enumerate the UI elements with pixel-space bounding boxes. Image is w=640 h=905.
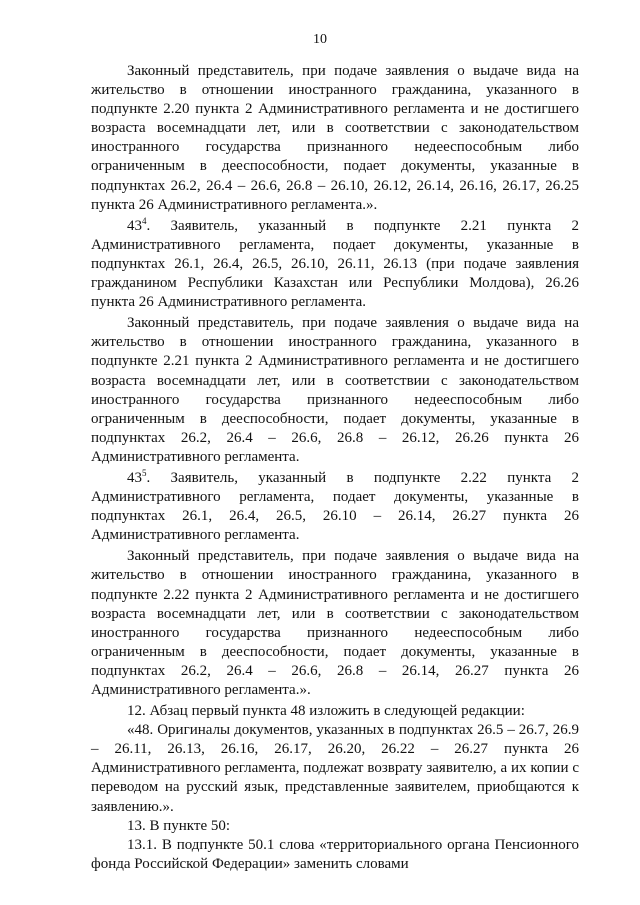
document-body [91, 62, 579, 874]
paragraph: Законный представитель, при подаче заявления о выдаче вида на жительство в отношении иностранного гражданина, указанного в подпункте 2.22 пункта 2 Административного регламента и не достигшего возраста восемнадцати лет, или в соответствии с законодательством иностранного государства признанного недееспособным либо ограниченным в дееспособности, подает документы, указанные в подпунктах 26.2, 26.4 – 26.6, 26.8 – 26.14, 26.27 пункта 26 Административного регламента.». [91, 548, 579, 698]
paragraph-43-4 [91, 217, 579, 312]
paragraph-number: 43 [127, 469, 142, 486]
paragraph-43-5 [91, 469, 579, 545]
paragraph: Законный представитель, при подаче заявления о выдаче вида на жительство в отношении иностранного гражданина, указанного в подпункте 2.20 пункта 2 Административного регламента и не достигшего возраста восемнадцати лет, или в соответствии с законодательством иностранного государства признанного недееспособным либо ограниченным в дееспособности, подает документы, указанные в подпунктах 26.2, 26.4 – 26.6, 26.8 – 26.10, 26.12, 26.14, 26.16, 26.17, 26.25 пункта 26 Административного регламента.». [91, 63, 579, 213]
paragraph-superscript: 4 [142, 215, 147, 226]
paragraph: «48. Оригиналы документов, указанных в подпунктах 26.5 – 26.7, 26.9 – 26.11, 26.13, 26.16, 26.17, 26.20, 26.22 – 26.27 пункта 26 Административного регламента, подлежат возврату заявителю, а их копии с переводом на русский язык, представленные заявителем, приобщаются к заявлению.». [91, 722, 579, 815]
paragraph: 13. В пункте 50: [127, 817, 231, 834]
paragraph-text: . Заявитель, указанный в подпункте 2.21 пункта 2 Административного регламента, подает документы, указанные в подпунктах 26.1, 26.4, 26.5, 26.10, 26.11, 26.13 (при подаче заявления гражданином Республики Казахстан или Республики Молдова), 26.26 пункта 26 Административного регламента. [91, 217, 579, 311]
paragraph-number: 43 [127, 217, 142, 234]
page-number: 10 [313, 32, 327, 47]
paragraph: 13.1. В подпункте 50.1 слова «территориального органа Пенсионного фонда Российской Федерации» заменить словами [91, 836, 579, 872]
paragraph-text: . Заявитель, указанный в подпункте 2.22 пункта 2 Административного регламента, подает документы, указанные в подпунктах 26.1, 26.4, 26.5, 26.10 – 26.14, 26.27 пункта 26 Административного регламента. [91, 469, 579, 544]
paragraph-superscript: 5 [142, 467, 147, 478]
paragraph: 12. Абзац первый пункта 48 изложить в следующей редакции: [127, 703, 525, 720]
paragraph: Законный представитель, при подаче заявления о выдаче вида на жительство в отношении иностранного гражданина, указанного в подпункте 2.21 пункта 2 Административного регламента и не достигшего возраста восемнадцати лет, или в соответствии с законодательством иностранного государства признанного недееспособным либо ограниченным в дееспособности, подает документы, указанные в подпунктах 26.2, 26.4 – 26.6, 26.8 – 26.12, 26.26 пункта 26 Административного регламента. [91, 315, 579, 465]
